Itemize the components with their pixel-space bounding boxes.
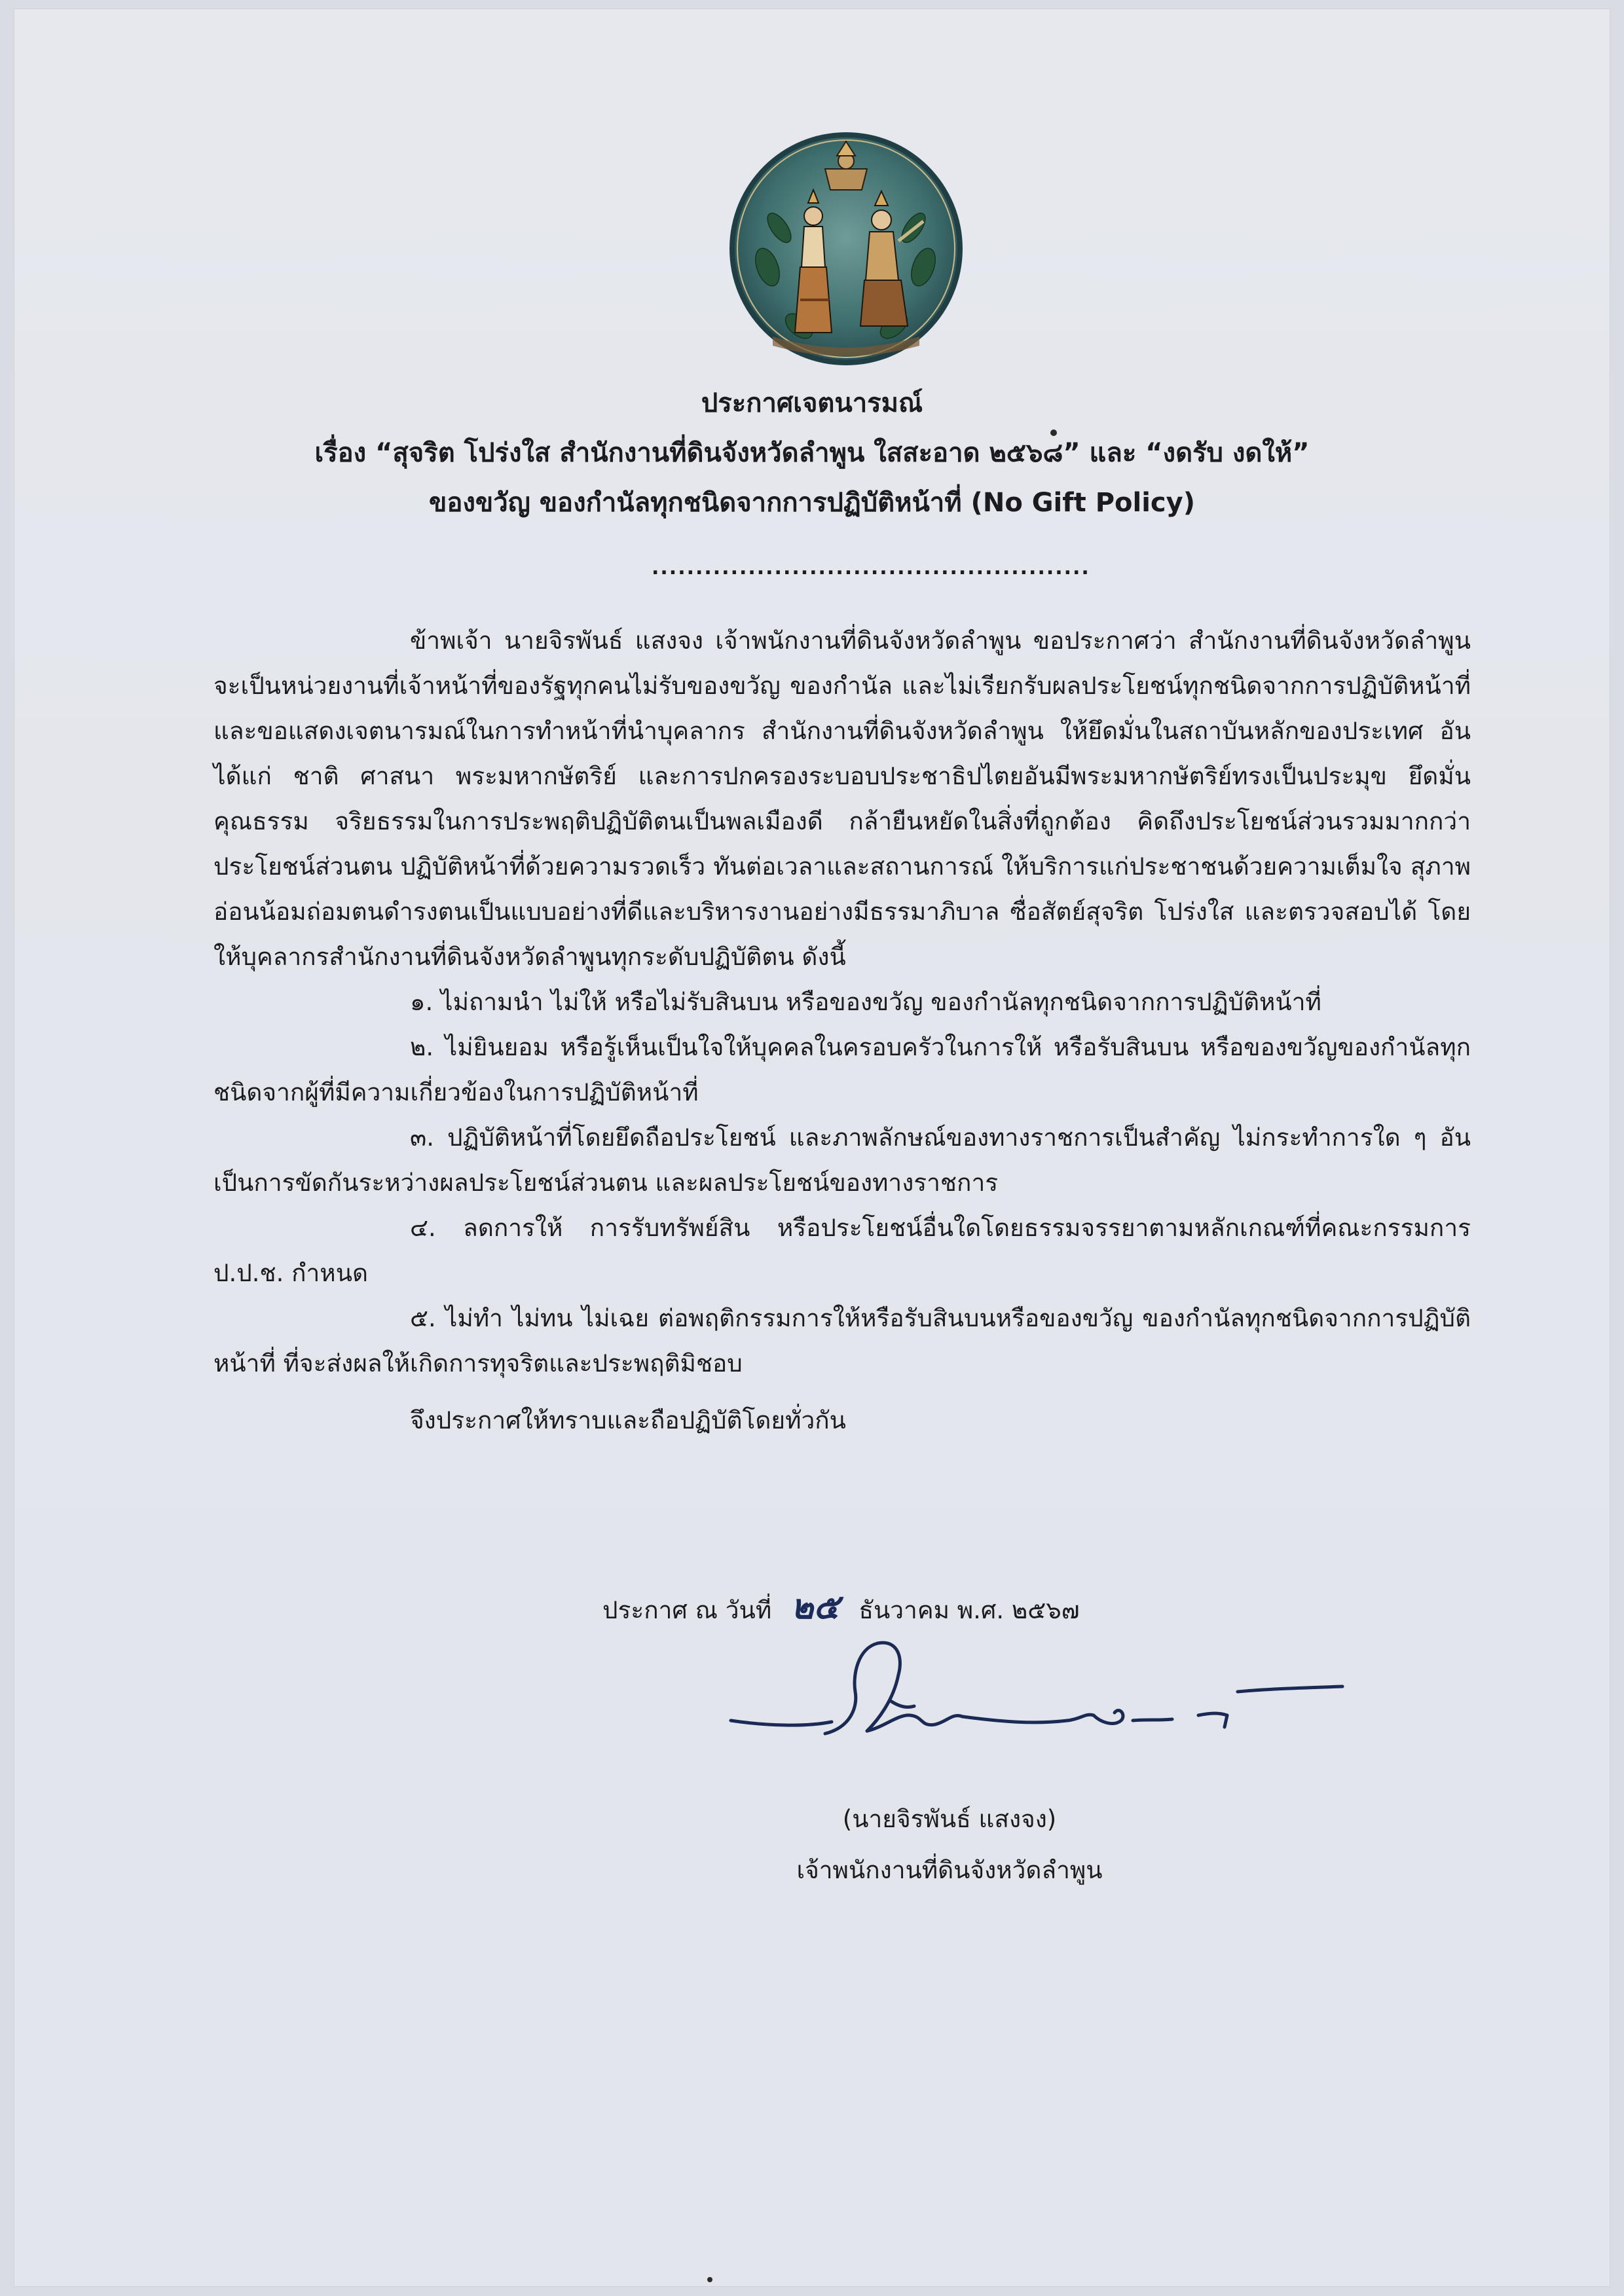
signer-block [753, 1794, 1146, 1896]
policy-item-2: ๒. ไม่ยินยอม หรือรู้เห็นเป็นใจให้บุคคลในครอบครัวในการให้ หรือรับสินบน หรือของขวัญของกำนัลทุกชนิดจากผู้ที่มีความเกี่ยวข้องในการปฏิบัติหน้าที่ [213, 1033, 1471, 1106]
policy-item-4: ๔. ลดการให้ การรับทรัพย์สิน หรือประโยชน์อื่นใดโดยธรรมจรรยาตามหลักเกณฑ์ที่คณะกรรมการ ป.ป.ช. กำหนด [213, 1214, 1471, 1287]
lamphun-province-seal-icon [727, 130, 965, 368]
document-body [213, 618, 1471, 1443]
intro-paragraph: ข้าพเจ้า นายจิรพันธ์ แสงจง เจ้าพนักงานที่ดินจังหวัดลำพูน ขอประกาศว่า สำนักงานที่ดินจังหวัดลำพูน จะเป็นหน่วยงานที่เจ้าหน้าที่ของรัฐทุกคนไม่รับของขวัญ ของกำนัล และไม่เรียกรับผลประโยชน์ทุกชนิดจากการปฏิบัติหน้าที่ และขอแสดงเจตนารมณ์ในการทำหน้าที่นำบุคลากร สำนักงานที่ดินจังหวัดลำพูน ให้ยึดมั่นในสถาบันหลักของประเทศ อันได้แก่ ชาติ ศาสนา พระมหากษัตริย์ และการปกครองระบอบประชาธิปไตยอันมีพระมหากษัตริย์ทรงเป็นประมุข ยึดมั่นคุณธรรม จริยธรรมในการประพฤติปฏิบัติตนเป็นพลเมืองดี กล้ายืนหยัดในสิ่งที่ถูกต้อง คิดถึงประโยชน์ส่วนรวมมากกว่าประโยชน์ส่วนตน ปฏิบัติหน้าที่ด้วยความรวดเร็ว ทันต่อเวลาและสถานการณ์ ให้บริการแก่ประชาชนด้วยความเต็มใจ สุภาพ อ่อนน้อมถ่อมตนดำรงตนเป็นแบบอย่างที่ดีและบริหารงานอย่างมีธรรมาภิบาล ซื่อสัตย์สุจริต โปร่งใส และตรวจสอบได้ โดยให้บุคลากรสำนักงานที่ดินจังหวัดลำพูนทุกระดับปฏิบัติตน ดังนี้ [213, 627, 1471, 971]
document-subject-line-2: ของขวัญ ของกำนัลทุกชนิดจากการปฏิบัติหน้าที่ (No Gift Policy) [429, 488, 1195, 518]
signer-title: เจ้าพนักงานที่ดินจังหวัดลำพูน [796, 1856, 1103, 1884]
announcement-date [602, 1579, 1080, 1633]
scan-speck [1050, 429, 1057, 436]
document-heading: ประกาศเจตนารมณ์ [701, 388, 923, 418]
document-subject-line-1: เรื่อง “สุจริต โปร่งใส สำนักงานที่ดินจังหวัดลำพูน ใสสะอาด ๒๕๖๘” และ “งดรับ งดให้” [314, 438, 1310, 468]
closing-statement: จึงประกาศให้ทราบและถือปฏิบัติโดยทั่วกัน [410, 1406, 846, 1434]
signer-name: (นายจิรพันธ์ แสงจง) [842, 1805, 1057, 1833]
title-block [0, 378, 1624, 528]
policy-item-5: ๕. ไม่ทำ ไม่ทน ไม่เฉย ต่อพฤติกรรมการให้หรือรับสินบนหรือของขวัญ ของกำนัลทุกชนิดจากการปฏิบัติหน้าที่ ที่จะส่งผลให้เกิดการทุจริตและประพฤติมิชอบ [213, 1304, 1471, 1377]
handwritten-signature [727, 1629, 1349, 1760]
policy-item-3: ๓. ปฏิบัติหน้าที่โดยยึดถือประโยชน์ และภาพลักษณ์ของทางราชการเป็นสำคัญ ไม่กระทำการใด ๆ อันเป็นการขัดกันระหว่างผลประโยชน์ส่วนตน และผลประโยชน์ของทางราชการ [213, 1123, 1471, 1197]
scan-speck [707, 2277, 712, 2282]
date-suffix: ธันวาคม พ.ศ. ๒๕๖๗ [858, 1596, 1080, 1624]
date-day-handwritten: ๒๕ [790, 1587, 840, 1627]
title-separator: .................................................. [652, 556, 1090, 579]
policy-item-1: ๑. ไม่ถามนำ ไม่ให้ หรือไม่รับสินบน หรือของขวัญ ของกำนัลทุกชนิดจากการปฏิบัติหน้าที่ [410, 988, 1321, 1016]
date-prefix: ประกาศ ณ วันที่ [602, 1596, 772, 1624]
